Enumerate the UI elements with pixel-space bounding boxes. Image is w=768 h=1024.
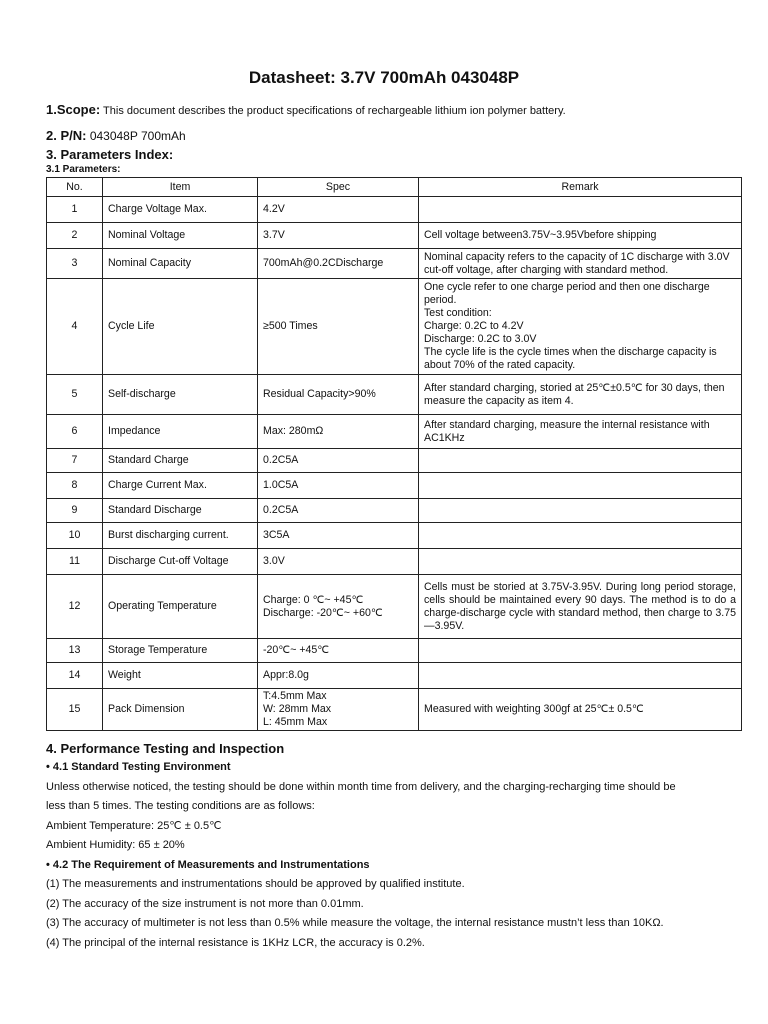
table-row (47, 197, 742, 223)
table-row (47, 449, 742, 473)
paragraph-41-line2: less than 5 times. The testing conditions are as follows: (46, 800, 315, 812)
cell-item: Nominal Voltage (103, 223, 258, 249)
table-row (47, 549, 742, 575)
cell-spec: 3.0V (258, 549, 419, 575)
section4-heading: 4. Performance Testing and Inspection (46, 741, 285, 756)
part-number (46, 128, 186, 143)
parameters-subheading: 3.1 Parameters: (46, 164, 121, 175)
cell-no: 5 (47, 375, 103, 415)
cell-spec: Residual Capacity>90% (258, 375, 419, 415)
document-title: Datasheet: 3.7V 700mAh 043048P (248, 68, 520, 87)
cell-no: 8 (47, 473, 103, 499)
cell-remark (419, 499, 742, 523)
cell-remark (419, 549, 742, 575)
cell-spec: 3C5A (258, 523, 419, 549)
cell-remark: Cells must be storied at 3.75V-3.95V. During long period storage, cells should be maintained every 90 days. The method is to do a charge-discharge cycle with standard method, then charge to 3.75—3.95V. (419, 575, 742, 639)
cell-spec: ≥500 Times (258, 279, 419, 375)
cell-no: 6 (47, 415, 103, 449)
cell-item: Pack Dimension (103, 689, 258, 731)
pn-label: 2. P/N: (46, 128, 87, 143)
cell-remark: Measured with weighting 300gf at 25℃± 0.5℃ (419, 689, 742, 731)
table-row (47, 689, 742, 731)
scope-text: This document describes the product specifications of rechargeable lithium ion polymer battery. (103, 105, 566, 117)
cell-spec: 0.2C5A (258, 449, 419, 473)
cell-no: 9 (47, 499, 103, 523)
header-item: Item (103, 178, 258, 197)
table-row (47, 415, 742, 449)
table-row (47, 663, 742, 689)
cell-no: 12 (47, 575, 103, 639)
cell-item: Nominal Capacity (103, 249, 258, 279)
header-spec: Spec (258, 178, 419, 197)
cell-remark: After standard charging, storied at 25℃±0.5℃ for 30 days, then measure the capacity as item 4. (419, 375, 742, 415)
cell-no: 14 (47, 663, 103, 689)
cell-remark: Nominal capacity refers to the capacity of 1C discharge with 3.0V cut-off voltage, after charging with standard method. (419, 249, 742, 279)
cell-remark: One cycle refer to one charge period and then one discharge period. Test condition: Charge: 0.2C to 4.2V Discharge: 0.2C to 3.0V The cycle life is the cycle times when the discharge capacity is about 70% of the rated capacity. (419, 279, 742, 375)
cell-no: 10 (47, 523, 103, 549)
requirement-item-2: (2) The accuracy of the size instrument is not more than 0.01mm. (46, 897, 364, 910)
table-row (47, 375, 742, 415)
cell-remark: After standard charging, measure the internal resistance with AC1KHz (419, 415, 742, 449)
cell-spec: Max: 280mΩ (258, 415, 419, 449)
cell-remark (419, 473, 742, 499)
cell-item: Operating Temperature (103, 575, 258, 639)
cell-item: Storage Temperature (103, 639, 258, 663)
cell-remark (419, 449, 742, 473)
parameters-heading: 3. Parameters Index: (46, 147, 174, 162)
cell-remark (419, 639, 742, 663)
table-header-row (47, 178, 742, 197)
table-body (47, 197, 742, 731)
cell-remark (419, 197, 742, 223)
cell-item: Charge Voltage Max. (103, 197, 258, 223)
requirement-item-1: (1) The measurements and instrumentations should be approved by qualified institute. (46, 878, 465, 890)
cell-remark (419, 663, 742, 689)
cell-remark (419, 523, 742, 549)
cell-spec: T:4.5mm Max W: 28mm Max L: 45mm Max (258, 689, 419, 731)
pn-value: 043048P 700mAh (89, 129, 186, 143)
paragraph-41-line1: Unless otherwise noticed, the testing should be done within month time from delivery, and the charging-recharging time should be (46, 780, 676, 793)
subsection-41-heading: • 4.1 Standard Testing Environment (46, 761, 231, 773)
table-row (47, 249, 742, 279)
subsection-42-heading: • 4.2 The Requirement of Measurements and Instrumentations (46, 858, 370, 871)
table-row (47, 575, 742, 639)
table-row (47, 279, 742, 375)
cell-no: 3 (47, 249, 103, 279)
table-row (47, 473, 742, 499)
parameters-table (46, 177, 742, 731)
requirement-item-4: (4) The principal of the internal resistance is 1KHz LCR, the accuracy is 0.2%. (46, 936, 425, 949)
cell-item: Standard Discharge (103, 499, 258, 523)
cell-item: Impedance (103, 415, 258, 449)
cell-item: Standard Charge (103, 449, 258, 473)
requirement-item-3: (3) The accuracy of multimeter is not less than 0.5% while measure the voltage, the internal resistance mustn’t less than 10KΩ. (46, 917, 664, 929)
cell-no: 2 (47, 223, 103, 249)
header-no: No. (47, 178, 103, 197)
scope-paragraph (46, 102, 566, 117)
cell-no: 4 (47, 279, 103, 375)
cell-spec: Appr:8.0g (258, 663, 419, 689)
cell-no: 7 (47, 449, 103, 473)
table-row (47, 523, 742, 549)
cell-spec: 700mAh@0.2CDischarge (258, 249, 419, 279)
scope-label: 1.Scope: (46, 102, 101, 117)
cell-no: 15 (47, 689, 103, 731)
cell-no: 13 (47, 639, 103, 663)
cell-item: Discharge Cut-off Voltage (103, 549, 258, 575)
cell-spec: -20℃~ +45℃ (258, 639, 419, 663)
table-row (47, 223, 742, 249)
cell-remark: Cell voltage between3.75V~3.95Vbefore shipping (419, 223, 742, 249)
cell-no: 1 (47, 197, 103, 223)
cell-spec: 4.2V (258, 197, 419, 223)
cell-item: Burst discharging current. (103, 523, 258, 549)
cell-spec: Charge: 0 ℃~ +45℃ Discharge: -20℃~ +60℃ (258, 575, 419, 639)
ambient-temperature: Ambient Temperature: 25℃ ± 0.5℃ (46, 819, 222, 832)
cell-spec: 1.0C5A (258, 473, 419, 499)
cell-item: Cycle Life (103, 279, 258, 375)
ambient-humidity: Ambient Humidity: 65 ± 20% (46, 839, 185, 851)
table-row (47, 639, 742, 663)
table-row (47, 499, 742, 523)
section4-body (46, 758, 746, 953)
cell-item: Weight (103, 663, 258, 689)
cell-item: Charge Current Max. (103, 473, 258, 499)
cell-spec: 3.7V (258, 223, 419, 249)
cell-item: Self-discharge (103, 375, 258, 415)
cell-no: 11 (47, 549, 103, 575)
cell-spec: 0.2C5A (258, 499, 419, 523)
header-remark: Remark (419, 178, 742, 197)
